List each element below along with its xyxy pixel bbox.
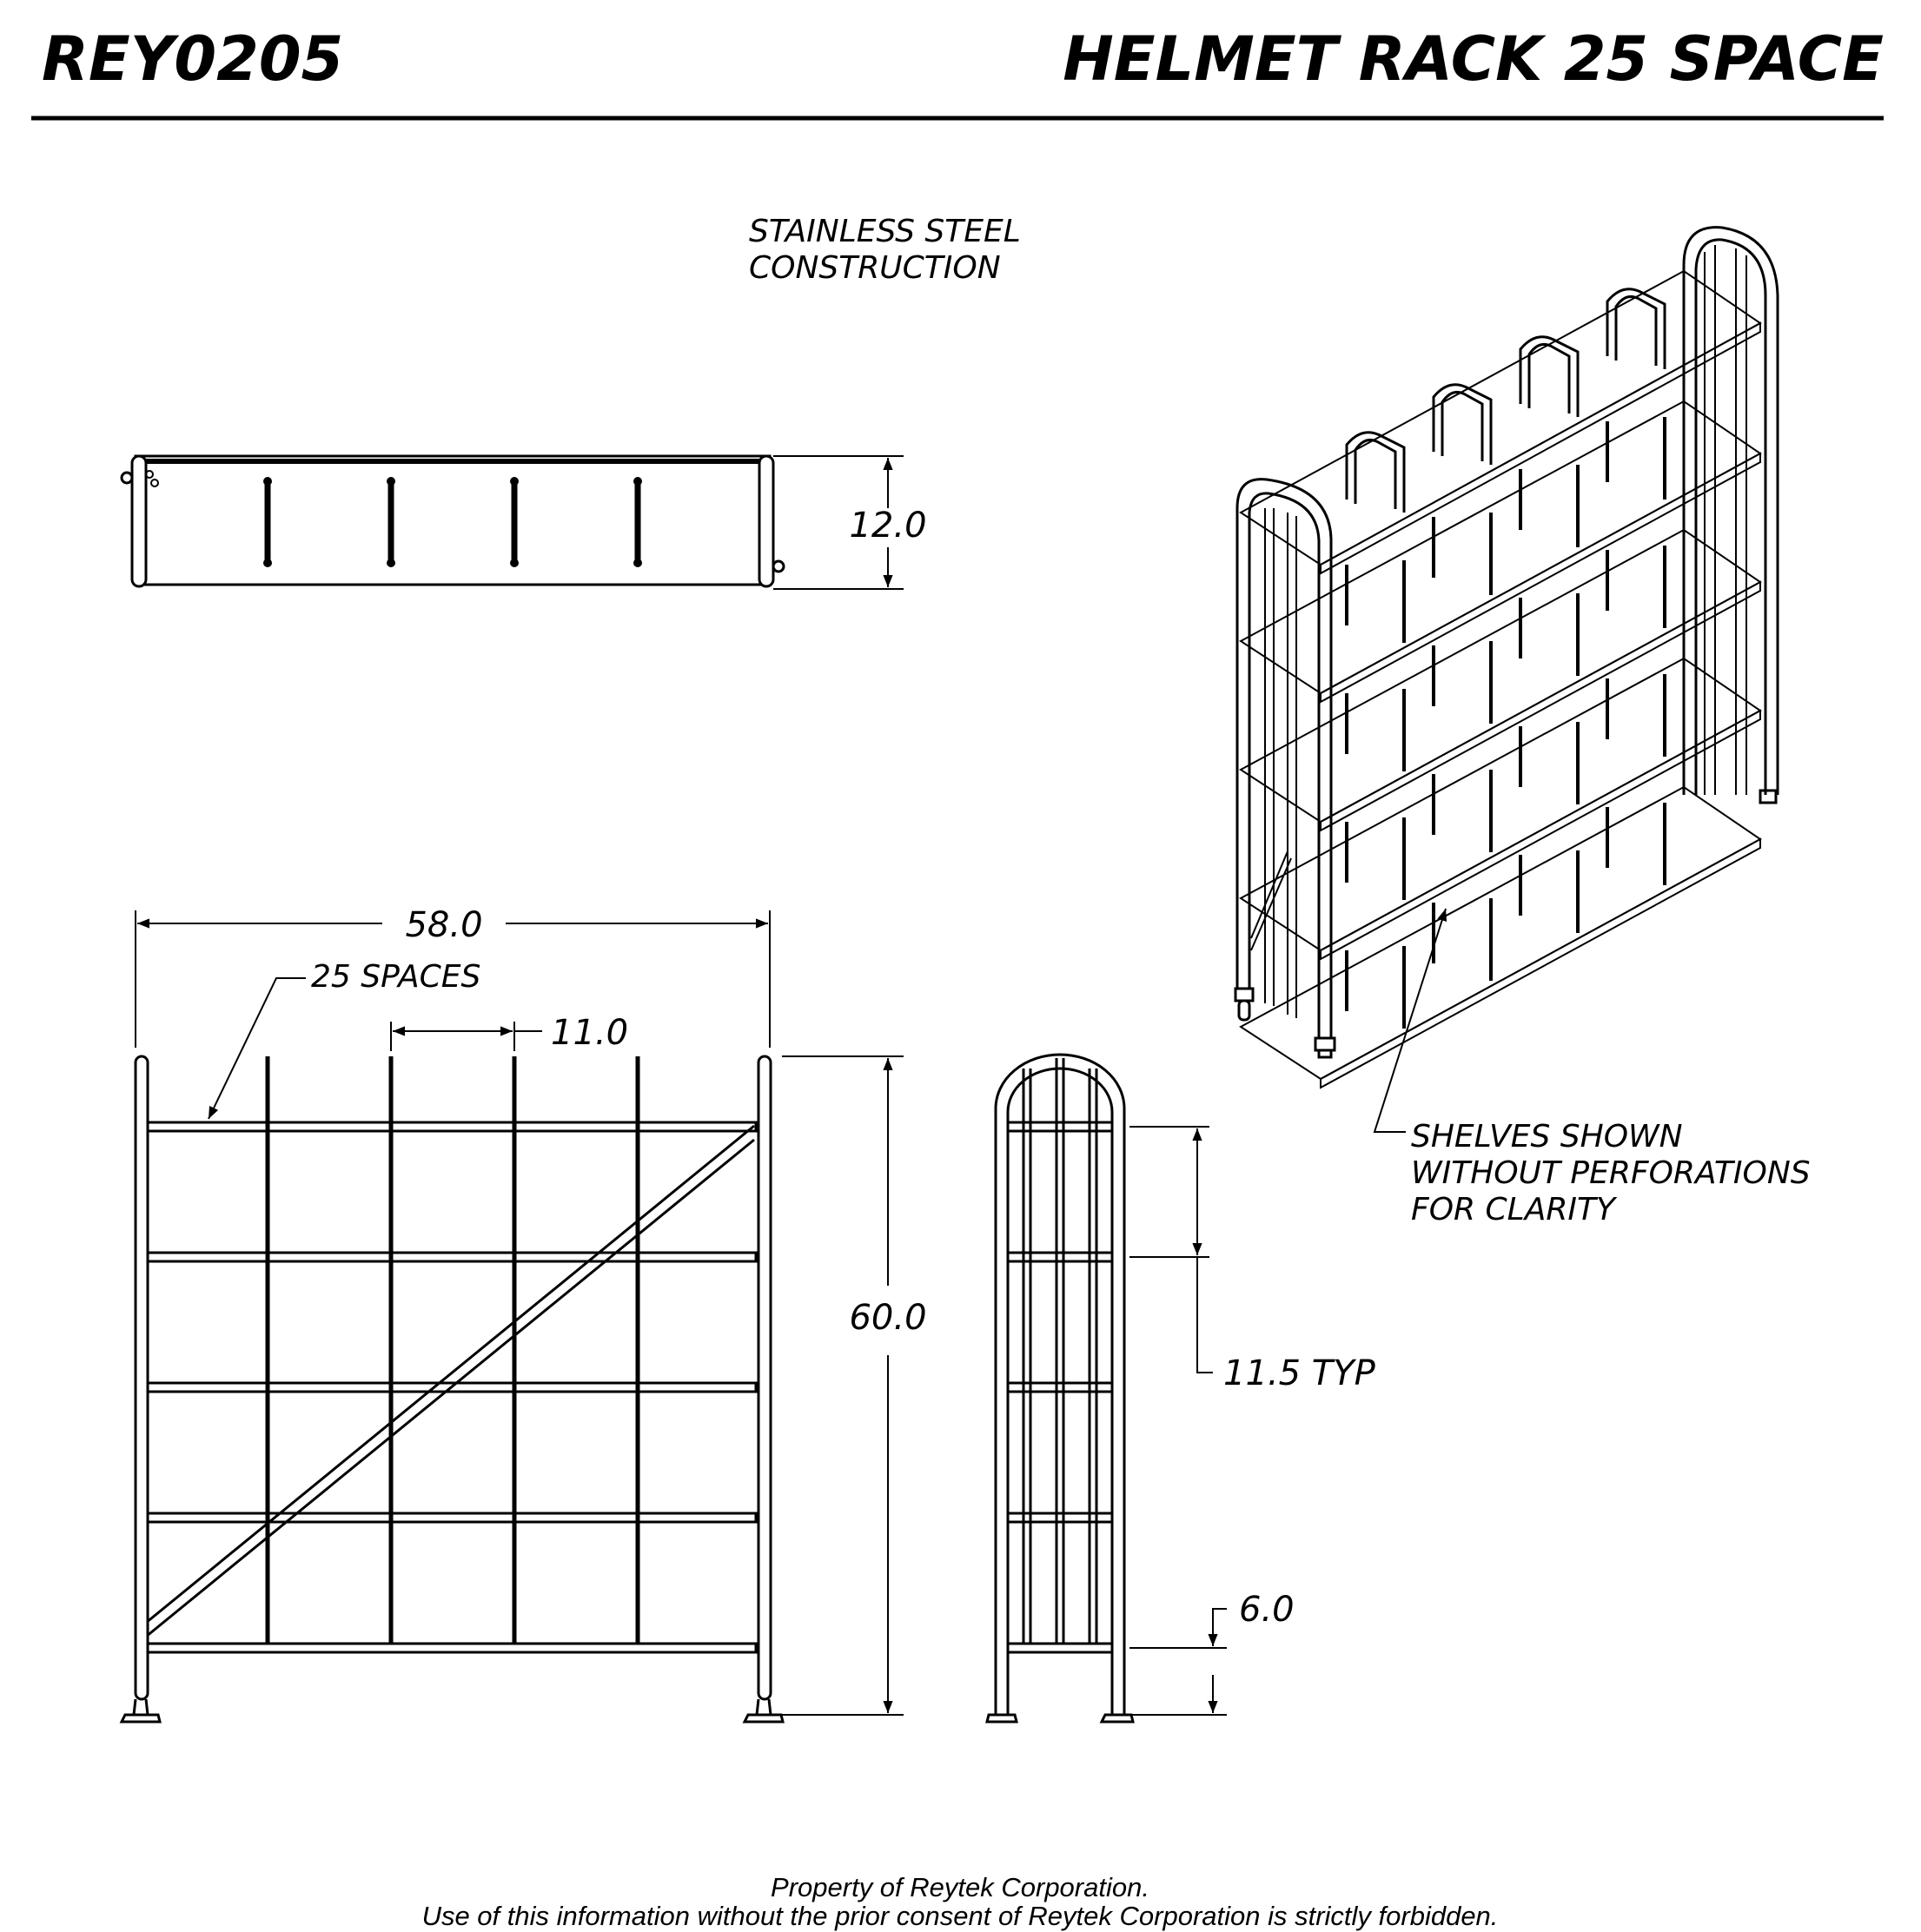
isometric-view — [1235, 228, 1778, 1132]
shelves-note-line1: SHELVES SHOWN — [1411, 1119, 1683, 1155]
space-width-dimension-label: 11.0 — [551, 1013, 629, 1053]
side-view — [987, 1055, 1133, 1722]
spaces-note: 25 SPACES — [311, 959, 481, 995]
footer-line2: Use of this information without the prior consent of Reytek Corporation is strictly forbidden. — [421, 1901, 1499, 1931]
drawing-title: HELMET RACK 25 SPACE — [1063, 23, 1884, 95]
material-note-line2: CONSTRUCTION — [749, 250, 1001, 286]
side-view-uprights — [1023, 1058, 1096, 1644]
shelves-note-line2: WITHOUT PERFORATIONS — [1411, 1155, 1811, 1191]
front-view-dividers — [268, 1056, 638, 1644]
bottom-clearance-dimension — [1129, 1609, 1227, 1715]
spaces-leader — [209, 978, 306, 1119]
top-view-dividers — [268, 480, 638, 565]
top-view — [122, 456, 784, 586]
height-dimension — [782, 1056, 904, 1715]
depth-dimension-label: 12.0 — [849, 506, 927, 546]
space-width-dimension — [391, 1022, 542, 1051]
part-number: REY0205 — [42, 23, 344, 95]
front-view — [122, 1056, 783, 1722]
bottom-clearance-dimension-label: 6.0 — [1239, 1590, 1295, 1630]
isometric-top-dividers — [1347, 289, 1665, 513]
footer-line1: Property of Reytek Corporation. — [771, 1872, 1149, 1902]
shelf-spacing-dimension — [1129, 1127, 1213, 1373]
width-dimension-label: 58.0 — [405, 905, 483, 945]
shelves-note-line3: FOR CLARITY — [1411, 1192, 1615, 1227]
shelf-spacing-dimension-label: 11.5 TYP — [1223, 1353, 1375, 1393]
material-note-line1: STAINLESS STEEL — [749, 214, 1021, 249]
height-dimension-label: 60.0 — [849, 1298, 927, 1338]
